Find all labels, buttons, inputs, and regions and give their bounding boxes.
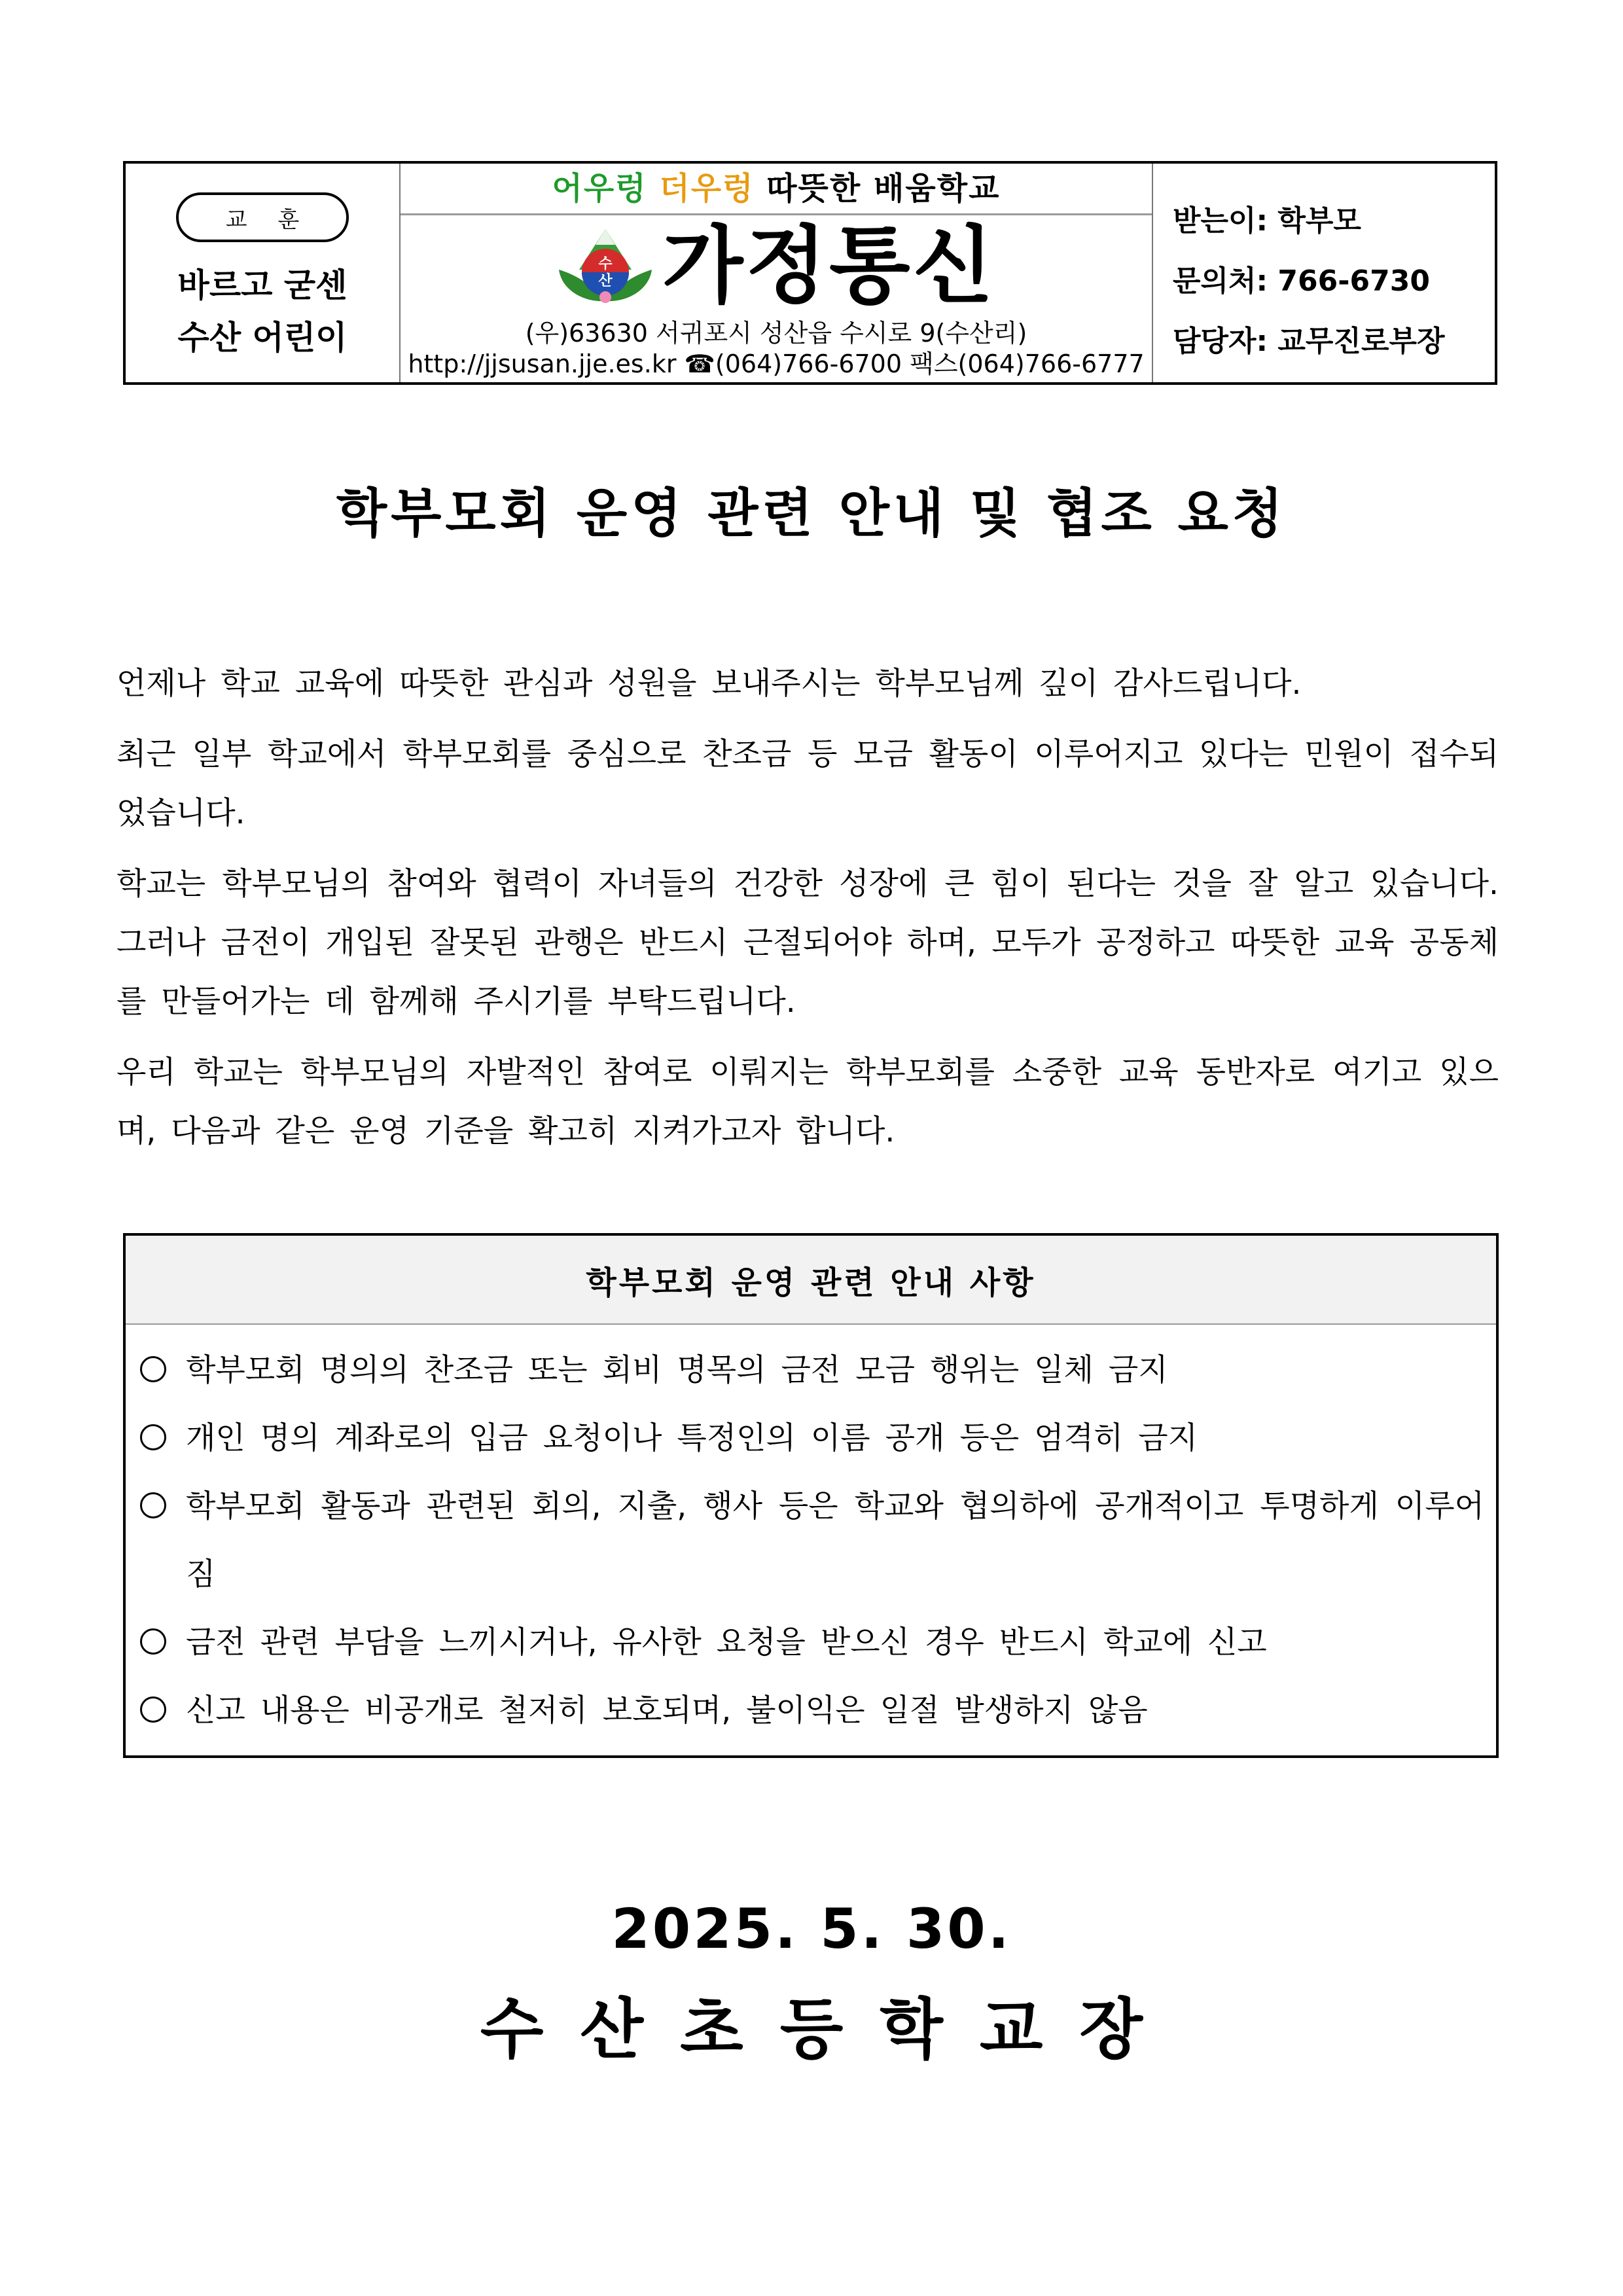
school-logo-icon [556,224,654,309]
notice-box [123,1233,1499,1758]
circle-bullet-icon [140,1492,166,1518]
signer: 수산초등학교장 [480,1991,1180,2068]
notice-item-text: 학부모회 명의의 찬조금 또는 회비 명목의 금전 모금 행위는 일체 금지 [186,1352,1168,1388]
paragraph: 언제나 학교 교육에 따뜻한 관심과 성원을 보내주시는 학부모님께 깊이 감사드립니다. [116,666,1302,702]
circle-bullet-icon [140,1696,166,1723]
phone-number: (064)766-6700 [715,350,902,378]
notice-list [126,1325,1496,1745]
motto-label: 교 훈 [176,192,349,242]
phone-icon: ☎ [684,350,715,378]
title-row [401,218,1152,315]
motto-line: 수산 어린이 [177,319,348,357]
notice-item [140,1473,1484,1609]
notice-item [140,1405,1484,1473]
fax-number: 팩스(064)766-6777 [910,350,1145,378]
slogan-part-orange: 더우렁 [659,170,755,207]
letterhead-center [401,164,1153,382]
school-address: (우)63630 서귀포시 성산읍 수시로 9(수산리) [525,319,1027,348]
contact-info [1153,164,1495,382]
logo-text: 산 [598,273,613,289]
person-in-charge: 담당자: 교무진로부장 [1173,325,1445,358]
document-date: 2025. 5. 30. [611,1897,1012,1961]
notice-item-text: 학부모회 활동과 관련된 회의, 지출, 행사 등은 학교와 협의하에 공개적이고 투명하게 이루어짐 [186,1488,1484,1592]
school-slogan [401,164,1152,215]
motto-text [178,259,348,364]
circle-bullet-icon [140,1356,166,1382]
notice-heading: 학부모회 운영 관련 안내 사항 [126,1236,1496,1325]
circle-bullet-icon [140,1628,166,1655]
document-title: 학부모회 운영 관련 안내 및 협조 요청 [336,483,1287,544]
notice-item [140,1677,1484,1745]
notice-item [140,1609,1484,1677]
paragraph: 학교는 학부모님의 참여와 협력이 자녀들의 건강한 성장에 큰 힘이 된다는 것을 잘 알고 있습니다. 그러나 금전이 개입된 잘못된 관행은 반드시 근절되어야 하며, 모두가 공정하고 따뜻한 교육 공동체를 만들어가는 데 함께해 주시기를 부탁드립니다. [116,866,1499,1020]
recipient: 받는이: 학부모 [1173,204,1361,238]
paragraph: 최근 일부 학교에서 학부모회를 중심으로 찬조금 등 모금 활동이 이루어지고 있다는 민원이 접수되었습니다. [116,736,1499,831]
notice-item-text: 신고 내용은 비공개로 철저히 보호되며, 불이익은 일절 발생하지 않음 [186,1693,1148,1729]
body-text [116,655,1499,1173]
school-motto [126,164,401,382]
letterhead [123,161,1497,385]
inquiry-phone: 문의처: 766-6730 [1173,264,1430,298]
newsletter-title: 가정통신 [662,217,997,315]
slogan-part-green: 어우렁 [552,170,647,207]
notice-item-text: 금전 관련 부담을 느끼시거나, 유사한 요청을 받으신 경우 반드시 학교에 신고 [186,1624,1267,1660]
notice-item-text: 개인 명의 계좌로의 입금 요청이나 특정인의 이름 공개 등은 엄격히 금지 [186,1420,1198,1456]
logo-text: 수 [598,256,613,272]
notice-item [140,1336,1484,1405]
circle-bullet-icon [140,1424,166,1450]
school-web-contact [401,349,1152,379]
paragraph: 우리 학교는 학부모님의 자발적인 참여로 이뤄지는 학부모회를 소중한 교육 동반자로 여기고 있으며, 다음과 같은 운영 기준을 확고히 지켜가고자 합니다. [116,1054,1499,1149]
slogan-part-rest: 따뜻한 배움학교 [766,170,1001,207]
website-link[interactable]: http://jjsusan.jje.es.kr [408,350,677,378]
motto-line: 바르고 굳센 [177,266,348,304]
